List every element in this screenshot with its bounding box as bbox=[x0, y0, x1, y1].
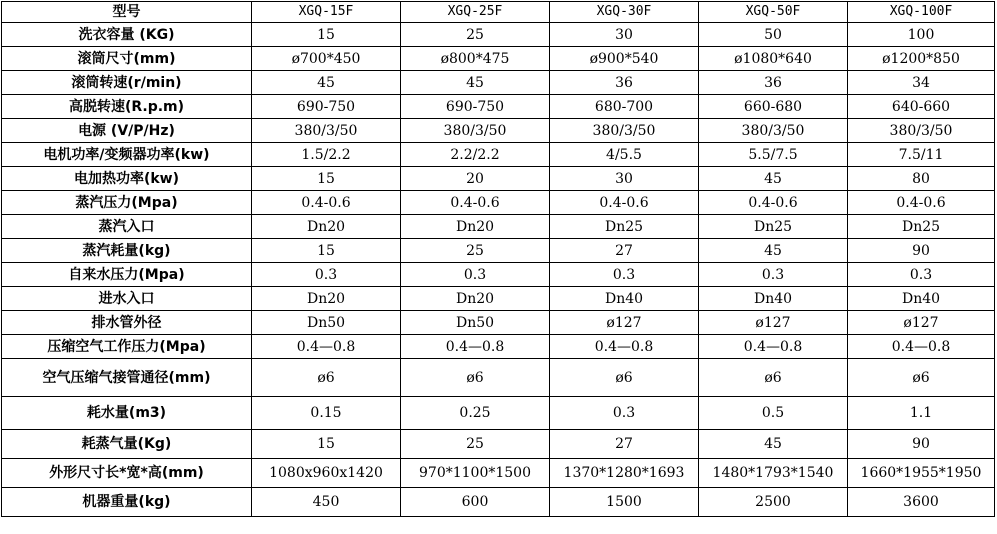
table-cell: Dn20 bbox=[401, 287, 550, 311]
table-row bbox=[2, 335, 995, 359]
model-header: XGQ-100F bbox=[848, 2, 995, 23]
table-row bbox=[2, 430, 995, 459]
table-cell: ø6 bbox=[848, 359, 995, 397]
table-cell: 25 bbox=[401, 23, 550, 47]
table-cell: 27 bbox=[550, 430, 699, 459]
table-cell: 2500 bbox=[699, 488, 848, 517]
table-cell: 450 bbox=[252, 488, 401, 517]
table-cell: 15 bbox=[252, 239, 401, 263]
row-label: 耗水量(m3) bbox=[2, 397, 252, 430]
table-row bbox=[2, 23, 995, 47]
table-cell: 45 bbox=[699, 430, 848, 459]
table-cell: 25 bbox=[401, 430, 550, 459]
table-cell: 0.15 bbox=[252, 397, 401, 430]
table-cell: 20 bbox=[401, 167, 550, 191]
row-label: 自来水压力(Mpa) bbox=[2, 263, 252, 287]
table-cell: 45 bbox=[401, 71, 550, 95]
table-cell: 15 bbox=[252, 23, 401, 47]
table-cell: 1660*1955*1950 bbox=[848, 459, 995, 488]
model-header: XGQ-50F bbox=[699, 2, 848, 23]
table-row bbox=[2, 47, 995, 71]
table-cell: 1500 bbox=[550, 488, 699, 517]
table-cell: 0.4-0.6 bbox=[401, 191, 550, 215]
table-cell: Dn50 bbox=[401, 311, 550, 335]
table-cell: 970*1100*1500 bbox=[401, 459, 550, 488]
table-row bbox=[2, 215, 995, 239]
table-cell: 0.4-0.6 bbox=[699, 191, 848, 215]
row-label: 耗蒸气量(Kg) bbox=[2, 430, 252, 459]
table-row bbox=[2, 71, 995, 95]
row-label: 压缩空气工作压力(Mpa) bbox=[2, 335, 252, 359]
table-cell: 90 bbox=[848, 239, 995, 263]
table-cell: 0.4-0.6 bbox=[550, 191, 699, 215]
model-header: XGQ-25F bbox=[401, 2, 550, 23]
table-cell: 2.2/2.2 bbox=[401, 143, 550, 167]
row-label: 滚筒尺寸(mm) bbox=[2, 47, 252, 71]
table-cell: Dn40 bbox=[848, 287, 995, 311]
table-cell: 0.3 bbox=[848, 263, 995, 287]
table-cell: 4/5.5 bbox=[550, 143, 699, 167]
row-label: 电加热功率(kw) bbox=[2, 167, 252, 191]
row-label: 滚筒转速(r/min) bbox=[2, 71, 252, 95]
table-cell: 0.4—0.8 bbox=[252, 335, 401, 359]
table-cell: 0.3 bbox=[699, 263, 848, 287]
row-label: 洗衣容量 (KG) bbox=[2, 23, 252, 47]
table-cell: 1480*1793*1540 bbox=[699, 459, 848, 488]
table-cell: 1080x960x1420 bbox=[252, 459, 401, 488]
table-cell: ø127 bbox=[550, 311, 699, 335]
table-cell: Dn25 bbox=[699, 215, 848, 239]
table-cell: Dn20 bbox=[252, 287, 401, 311]
table-row bbox=[2, 167, 995, 191]
table-cell: ø127 bbox=[699, 311, 848, 335]
table-row bbox=[2, 263, 995, 287]
table-cell: 0.3 bbox=[401, 263, 550, 287]
table-cell: 30 bbox=[550, 167, 699, 191]
table-cell: Dn20 bbox=[401, 215, 550, 239]
table-cell: 45 bbox=[699, 239, 848, 263]
table-row bbox=[2, 459, 995, 488]
table-cell: ø6 bbox=[699, 359, 848, 397]
table-cell: ø1200*850 bbox=[848, 47, 995, 71]
table-cell: 380/3/50 bbox=[848, 119, 995, 143]
table-row bbox=[2, 239, 995, 263]
table-cell: 0.4—0.8 bbox=[550, 335, 699, 359]
row-label: 蒸汽压力(Mpa) bbox=[2, 191, 252, 215]
table-cell: 690-750 bbox=[401, 95, 550, 119]
header-label: 型号 bbox=[2, 2, 252, 23]
table-cell: ø700*450 bbox=[252, 47, 401, 71]
table-cell: 690-750 bbox=[252, 95, 401, 119]
table-cell: 1370*1280*1693 bbox=[550, 459, 699, 488]
table-cell: 100 bbox=[848, 23, 995, 47]
table-cell: 15 bbox=[252, 430, 401, 459]
table-cell: Dn40 bbox=[550, 287, 699, 311]
table-cell: 3600 bbox=[848, 488, 995, 517]
table-cell: 90 bbox=[848, 430, 995, 459]
table-cell: 680-700 bbox=[550, 95, 699, 119]
table-cell: 34 bbox=[848, 71, 995, 95]
table-cell: Dn25 bbox=[848, 215, 995, 239]
table-cell: 45 bbox=[699, 167, 848, 191]
table-cell: 7.5/11 bbox=[848, 143, 995, 167]
table-cell: 380/3/50 bbox=[699, 119, 848, 143]
table-cell: ø800*475 bbox=[401, 47, 550, 71]
table-cell: 380/3/50 bbox=[252, 119, 401, 143]
row-label: 进水入口 bbox=[2, 287, 252, 311]
table-cell: 660-680 bbox=[699, 95, 848, 119]
table-row bbox=[2, 191, 995, 215]
table-cell: 640-660 bbox=[848, 95, 995, 119]
table-row bbox=[2, 95, 995, 119]
table-cell: ø127 bbox=[848, 311, 995, 335]
table-cell: 36 bbox=[550, 71, 699, 95]
table-cell: 80 bbox=[848, 167, 995, 191]
row-label: 蒸汽入口 bbox=[2, 215, 252, 239]
table-cell: 0.3 bbox=[550, 397, 699, 430]
table-row bbox=[2, 287, 995, 311]
table-cell: 36 bbox=[699, 71, 848, 95]
spec-table bbox=[1, 1, 995, 517]
table-cell: 1.5/2.2 bbox=[252, 143, 401, 167]
table-cell: 0.4—0.8 bbox=[401, 335, 550, 359]
row-label: 空气压缩气接管通径(mm) bbox=[2, 359, 252, 397]
row-label: 蒸汽耗量(kg) bbox=[2, 239, 252, 263]
table-cell: ø900*540 bbox=[550, 47, 699, 71]
model-header: XGQ-15F bbox=[252, 2, 401, 23]
row-label: 电源 (V/P/Hz) bbox=[2, 119, 252, 143]
table-row bbox=[2, 311, 995, 335]
table-cell: 1.1 bbox=[848, 397, 995, 430]
table-row bbox=[2, 119, 995, 143]
table-cell: Dn20 bbox=[252, 215, 401, 239]
table-cell: ø6 bbox=[401, 359, 550, 397]
table-cell: 0.4—0.8 bbox=[848, 335, 995, 359]
table-cell: 380/3/50 bbox=[401, 119, 550, 143]
model-header: XGQ-30F bbox=[550, 2, 699, 23]
table-cell: 0.3 bbox=[550, 263, 699, 287]
table-cell: 0.4-0.6 bbox=[848, 191, 995, 215]
table-cell: ø6 bbox=[252, 359, 401, 397]
table-cell: ø1080*640 bbox=[699, 47, 848, 71]
table-cell: 27 bbox=[550, 239, 699, 263]
table-cell: 45 bbox=[252, 71, 401, 95]
table-row bbox=[2, 488, 995, 517]
row-label: 排水管外径 bbox=[2, 311, 252, 335]
row-label: 外形尺寸长*宽*高(mm) bbox=[2, 459, 252, 488]
table-cell: 25 bbox=[401, 239, 550, 263]
table-row bbox=[2, 143, 995, 167]
table-cell: 0.25 bbox=[401, 397, 550, 430]
table-row bbox=[2, 359, 995, 397]
table-cell: Dn25 bbox=[550, 215, 699, 239]
table-cell: 600 bbox=[401, 488, 550, 517]
table-cell: 15 bbox=[252, 167, 401, 191]
table-cell: 0.4—0.8 bbox=[699, 335, 848, 359]
row-label: 电机功率/变频器功率(kw) bbox=[2, 143, 252, 167]
table-cell: 30 bbox=[550, 23, 699, 47]
row-label: 高脱转速(R.p.m) bbox=[2, 95, 252, 119]
table-cell: 0.4-0.6 bbox=[252, 191, 401, 215]
table-cell: 0.5 bbox=[699, 397, 848, 430]
table-cell: Dn40 bbox=[699, 287, 848, 311]
table-cell: 0.3 bbox=[252, 263, 401, 287]
row-label: 机器重量(kg) bbox=[2, 488, 252, 517]
table-cell: 5.5/7.5 bbox=[699, 143, 848, 167]
table-cell: 50 bbox=[699, 23, 848, 47]
table-row bbox=[2, 397, 995, 430]
header-row bbox=[2, 2, 995, 23]
table-cell: 380/3/50 bbox=[550, 119, 699, 143]
table-cell: ø6 bbox=[550, 359, 699, 397]
table-cell: Dn50 bbox=[252, 311, 401, 335]
